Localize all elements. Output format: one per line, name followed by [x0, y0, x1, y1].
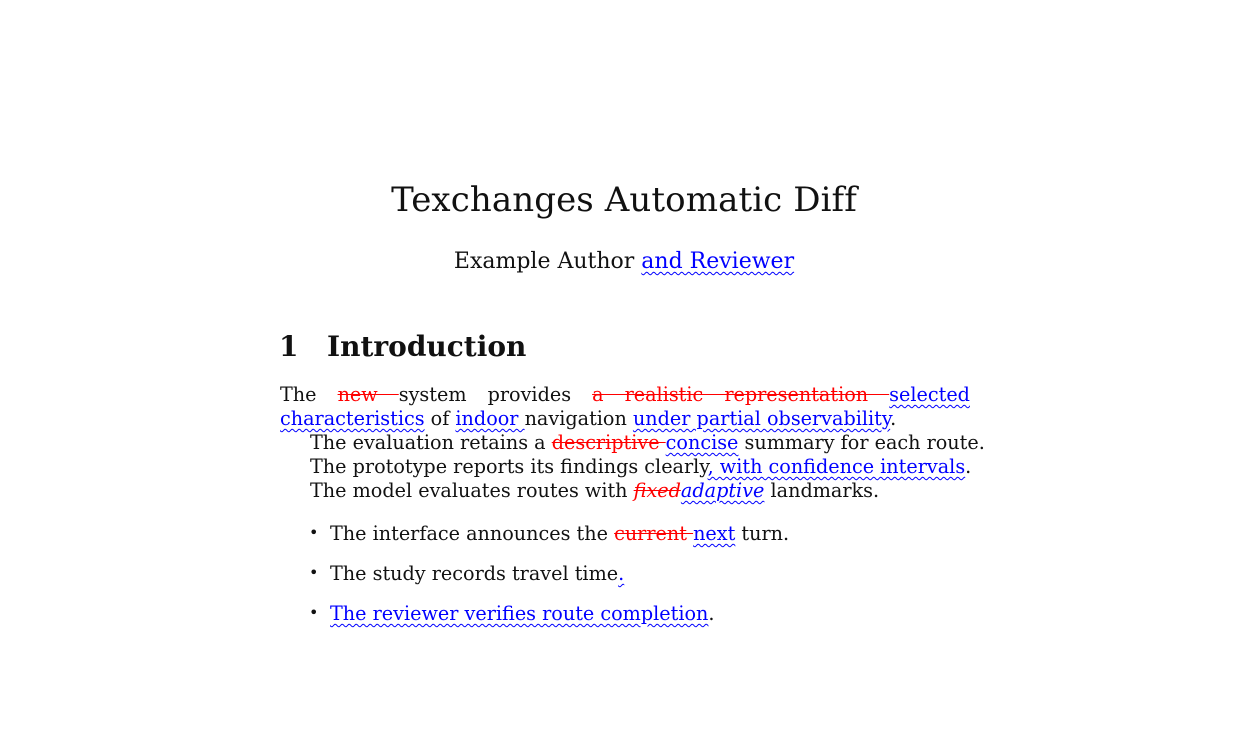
paragraph	[280, 383, 970, 431]
paragraph-text: The evaluation retains a	[310, 431, 552, 454]
section-number: 1	[279, 330, 299, 363]
paragraph-line	[310, 479, 879, 502]
section-title: Introduction	[327, 330, 527, 363]
paragraph-text: landmarks.	[764, 479, 880, 502]
paragraph-text: The prototype reports its findings clearly	[310, 455, 708, 478]
added-text: , with confidence intervals	[707, 455, 966, 478]
added-text: selected characteristics	[280, 383, 970, 430]
paragraph-text: .	[890, 407, 897, 430]
paragraph-text: summary for each route.	[738, 431, 985, 454]
added-text: concise	[665, 431, 739, 454]
paragraph-text: system provides	[398, 383, 593, 406]
paragraph-line	[310, 455, 971, 478]
author-line	[0, 249, 1248, 274]
list-item-text: The interface announces the	[330, 522, 615, 545]
author-name: Example Author	[453, 249, 642, 274]
deleted-text: new	[337, 383, 399, 406]
added-text: .	[618, 562, 625, 585]
deleted-text: current	[614, 522, 694, 545]
paragraph-line	[310, 431, 985, 454]
bullet-icon: •	[309, 603, 319, 622]
added-text: next	[693, 522, 736, 545]
list-item	[309, 522, 789, 545]
list-item-text: .	[708, 602, 715, 625]
added-text: under partial observability	[632, 407, 891, 430]
added-text: indoor	[455, 407, 525, 430]
deleted-text: fixed	[633, 479, 681, 502]
section-heading	[279, 330, 526, 363]
paragraph-text: The model evaluates routes with	[310, 479, 634, 502]
document-title: Texchanges Automatic Diff	[391, 180, 857, 220]
list-item-text: The study records travel time	[330, 562, 619, 585]
bullet-icon: •	[309, 563, 319, 582]
bullet-icon: •	[309, 523, 319, 542]
deleted-text: descriptive	[551, 431, 666, 454]
paragraph-text: of	[424, 407, 456, 430]
paragraph-text: .	[965, 455, 972, 478]
added-text: adaptive	[680, 479, 765, 502]
list-item-text: turn.	[735, 522, 790, 545]
added-text: and Reviewer	[641, 249, 795, 274]
list-item	[309, 602, 715, 625]
paragraph-text: navigation	[524, 407, 633, 430]
deleted-text: a realistic representation	[592, 383, 890, 406]
added-text: The reviewer verifies route completion	[330, 602, 709, 625]
paragraph-text: The	[280, 383, 338, 406]
list-item	[309, 562, 624, 585]
